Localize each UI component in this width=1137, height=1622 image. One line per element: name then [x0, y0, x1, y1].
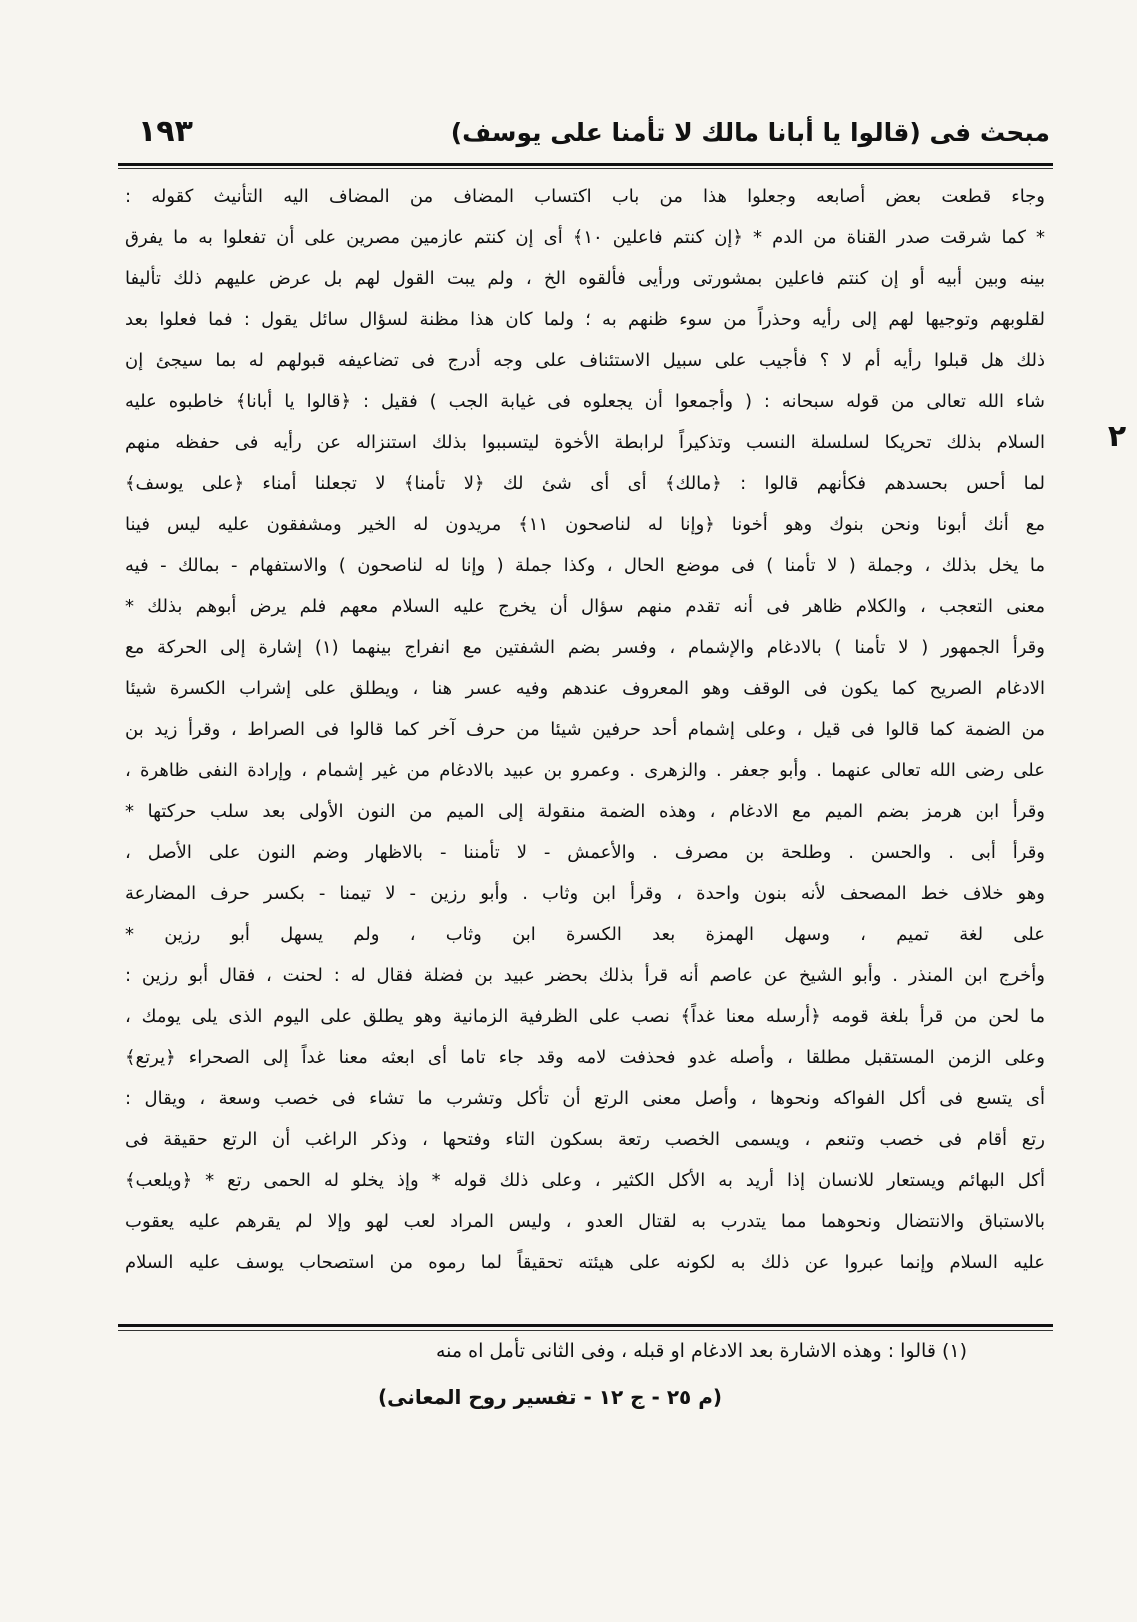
main-text: [125, 176, 1045, 1281]
text-line: وهو خلاف خط المصحف لأنه بنون واحدة ، وقرأ ابن وثاب . وأبو رزين - لا تيمنا - بكسر حرف المضارعة: [125, 883, 1045, 904]
header-divider: [118, 163, 1053, 166]
text-line: وعلى الزمن المستقبل مطلقا ، وأصله غدو فحذفت لامه وقد جاء تاما أى ابعثه معنا غداً إلى الصحراء ﴿يرتع﴾: [125, 1047, 1045, 1068]
text-line: ما لحن من قرأ بلغة قومه ﴿أرسله معنا غداً﴾ نصب على الظرفية الزمانية وهو يطلق على اليوم الذى يلى يومك ،: [125, 1006, 1045, 1027]
text-line: معنى التعجب ، والكلام ظاهر فى أنه تقدم منهم سؤال أن يخرج عليه السلام معهم فلم يرض أبوهم بذلك *: [125, 596, 1045, 617]
text-line: مع أنك أبونا ونحن بنوك وهو أخونا ﴿وإنا له لناصحون ١١﴾ مريدون له الخير ومشفقون عليه ليس فينا: [125, 514, 1045, 535]
text-line: على رضى الله تعالى عنهما . وأبو جعفر . والزهرى . وعمرو بن عبيد بالادغام من غير إشمام ، وإرادة النفى ظاهرة ،: [125, 760, 1045, 781]
text-line: بينه وبين أبيه أو إن كنتم فاعلين بمشورتى ورأيى فألقوه الخ ، ولم يبت القول لهم بل عرض عليهم ذلك تأليفا: [125, 268, 1045, 289]
text-line: بالاستباق والانتضال ونحوهما مما يتدرب به لقتال العدو ، وليس المراد لعب لهو وإلا لم يقرهم عليه يعقوب: [125, 1211, 1045, 1232]
text-line: شاء الله تعالى من قوله سبحانه : ( وأجمعوا أن يجعلوه فى غيابة الجب ) فقيل : ﴿قالوا يا أبانا﴾ خاطبوه عليه: [125, 391, 1045, 412]
page-number: ١٩٣: [138, 114, 193, 149]
text-line: عليه السلام وإنما عبروا عن ذلك به لكونه على هيئته تحقيقاً لما رموه من استصحاب يوسف عليه السلام: [125, 1252, 1045, 1273]
text-line: لقلوبهم وتوجيها لهم إلى رأيه وحذراً من سوء ظنهم به ؛ ولما كان هذا مظنة لسؤال سائل يقول : فما فعلوا بعد: [125, 309, 1045, 330]
text-line: رتع أقام فى خصب وتنعم ، ويسمى الخصب رتعة بسكون التاء وفتحها ، وذكر الراغب أن الرتع حقيقة فى: [125, 1129, 1045, 1150]
text-line: السلام بذلك تحريكا لسلسلة النسب وتذكيراً لرابطة الأخوة ليتسببوا بذلك استنزاله عن رأيه فى حفظه منهم: [125, 432, 1045, 453]
text-line: لما أحس بحسدهم فكأنهم قالوا : ﴿مالك﴾ أى أى شئ لك ﴿لا تأمنا﴾ لا تجعلنا أمناء ﴿على يوسف﴾: [125, 473, 1045, 494]
text-line: وقرأ أبى . والحسن . وطلحة بن مصرف . والأعمش - لا تأمننا - بالاظهار وضم النون على الأصل ،: [125, 842, 1045, 863]
margin-marker: ٢: [1107, 419, 1127, 454]
text-line: * كما شرقت صدر القناة من الدم * ﴿إن كنتم فاعلين ١٠﴾ أى إن كنتم عازمين مصرين على أن تفعلوا به ما يفرق: [125, 227, 1045, 248]
text-line: وجاء قطعت بعض أصابعه وجعلوا هذا من باب اكتساب المضاف من المضاف اليه التأنيث كقوله :: [125, 186, 1045, 207]
text-line: وأخرج ابن المنذر . وأبو الشيخ عن عاصم أنه قرأ بذلك بحضر عبيد بن فضلة فقال له : لحنت ، فقال أبو رزين :: [125, 965, 1045, 986]
text-line: وقرأ الجمهور ( لا تأمنا ) بالادغام والإشمام ، وفسر بضم الشفتين مع انفراج بينهما (١) إشارة إلى الحركة مع: [125, 637, 1045, 658]
text-line: وقرأ ابن هرمز بضم الميم مع الادغام ، وهذه الضمة منقولة إلى الميم من النون الأولى بعد سلب حركتها *: [125, 801, 1045, 822]
text-line: ما يخل بذلك ، وجملة ( لا تأمنا ) فى موضع الحال ، وكذا جملة ( وإنا له لناصحون ) والاستفهام - بمالك - فيه: [125, 555, 1045, 576]
text-line: أكل البهائم ويستعار للانسان إذا أريد به الأكل الكثير ، وعلى ذلك قوله * وإذ يخلو له الحمى رتع * ﴿ويلعب﴾: [125, 1170, 1045, 1191]
header-title: مبحث فى (قالوا يا أبانا مالك لا تأمنا على يوسف): [450, 118, 1050, 147]
text-line: الادغام الصريح كما يكون فى الوقف وهو المعروف عندهم وفيه عسر هنا ، ويطلق على إشراب الكسرة شيئا: [125, 678, 1045, 699]
text-line: على لغة تميم ، وسهل الهمزة بعد الكسرة ابن وثاب ، ولم يسهل أبو رزين *: [125, 924, 1045, 945]
text-line: من الضمة كما قالوا فى قيل ، وعلى إشمام أحد حرفين شيئا من حرف آخر كما قالوا فى الصراط ، وقرأ زيد بن: [125, 719, 1045, 740]
page-header: [120, 114, 1050, 158]
header-divider-thin: [118, 168, 1053, 169]
footnote-divider: [118, 1324, 1053, 1327]
footnote: (١) قالوا : وهذه الاشارة بعد الادغام او قبله ، وفى الثانى تأمل اه منه: [436, 1340, 967, 1362]
footnote-divider-thin: [118, 1330, 1053, 1331]
printer-signature: (م ٢٥ - ج ١٢ - تفسير روح المعانى): [377, 1385, 722, 1409]
text-line: ذلك هل قبلوا رأيه أم لا ؟ فأجيب على سبيل الاستئناف على وجه أدرج فى تضاعيفه قبولهم له بما سيجئ إن: [125, 350, 1045, 371]
text-line: أى يتسع فى أكل الفواكه ونحوها ، وأصل معنى الرتع أن تأكل وتشرب ما تشاء فى خصب وسعة ، ويقال :: [125, 1088, 1045, 1109]
